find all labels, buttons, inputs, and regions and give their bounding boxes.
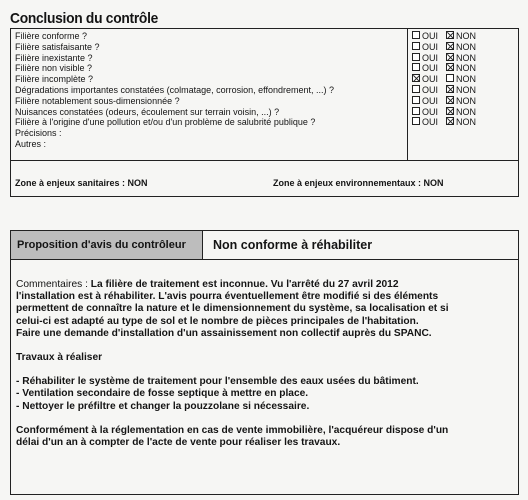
question-incomplete: Filière incomplète ? <box>15 74 94 85</box>
oui-checkbox[interactable] <box>412 42 420 50</box>
question-non-visible: Filière non visible ? <box>15 63 93 74</box>
oui-checkbox[interactable] <box>412 74 420 82</box>
non-option <box>446 117 480 128</box>
works-title: Travaux à réaliser <box>16 352 103 364</box>
answer-column <box>412 31 480 128</box>
non-label: NON <box>456 52 476 63</box>
question-list <box>15 31 334 150</box>
oui-label: OUI <box>422 31 439 41</box>
sale-line: délai d'un an à compter de l'acte de vente pour réaliser les travaux. <box>16 437 341 449</box>
answer-row <box>412 31 480 42</box>
column-divider <box>407 29 408 160</box>
comment-line: celui-ci est adapté au type de sol et le nombre de pièces principales de l'habitation. <box>16 315 419 327</box>
autres-label: Autres : <box>15 138 47 149</box>
non-checkbox[interactable] <box>446 63 454 71</box>
oui-label: OUI <box>422 41 439 52</box>
question-conforme: Filière conforme ? <box>15 31 88 41</box>
question-degradations: Dégradations importantes constatées (colmatage, corrosion, effondrement, ...) ? <box>15 84 334 95</box>
proposition-body <box>16 279 512 449</box>
oui-label: OUI <box>422 74 439 85</box>
oui-option <box>412 117 446 128</box>
oui-label: OUI <box>422 117 439 128</box>
answer-row <box>412 117 480 128</box>
question-pollution: Filière à l'origine d'une pollution et/ou d'un problème de salubrité publique ? <box>15 117 316 128</box>
oui-checkbox[interactable] <box>412 63 420 71</box>
answer-row <box>412 63 480 74</box>
non-option <box>446 74 480 85</box>
non-checkbox[interactable] <box>446 53 454 61</box>
oui-label: OUI <box>422 84 439 95</box>
non-option <box>446 85 480 96</box>
comment-prefix: Commentaires : <box>16 279 91 290</box>
oui-option <box>412 85 446 96</box>
oui-option <box>412 107 446 118</box>
non-option <box>446 42 480 53</box>
oui-option <box>412 63 446 74</box>
non-option <box>446 31 480 42</box>
oui-label: OUI <box>422 52 439 63</box>
oui-label: OUI <box>422 63 439 74</box>
answer-row <box>412 53 480 64</box>
comment-first-line <box>16 279 512 291</box>
non-option <box>446 96 480 107</box>
works-list <box>16 376 512 413</box>
non-checkbox[interactable] <box>446 117 454 125</box>
answer-row <box>412 96 480 107</box>
answer-row <box>412 42 480 53</box>
non-label: NON <box>456 63 476 74</box>
oui-checkbox[interactable] <box>412 96 420 104</box>
oui-option <box>412 42 446 53</box>
zone-environnementale: Zone à enjeux environnementaux : NON <box>273 178 444 188</box>
precisions-label: Précisions : <box>15 128 62 139</box>
comment-line: permettent de connaître la nature et le dimensionnement du système, sa localisation et si <box>16 303 449 315</box>
proposition-panel <box>10 230 519 495</box>
oui-checkbox[interactable] <box>412 117 420 125</box>
non-label: NON <box>456 41 476 52</box>
oui-option <box>412 53 446 64</box>
answer-row <box>412 107 480 118</box>
oui-option <box>412 74 446 85</box>
comment-line: Faire une demande d'installation d'un assainissement non collectif auprès du SPANC. <box>16 327 432 339</box>
non-label: NON <box>456 117 476 128</box>
sale-paragraph <box>16 425 512 449</box>
non-checkbox[interactable] <box>446 85 454 93</box>
zones-row <box>10 161 519 197</box>
proposition-header <box>11 231 518 260</box>
non-label: NON <box>456 95 476 106</box>
question-inexistante: Filière inexistante ? <box>15 52 93 63</box>
zone-sanitaire: Zone à enjeux sanitaires : NON <box>15 178 148 188</box>
non-label: NON <box>456 106 476 117</box>
proposition-label: Proposition d'avis du contrôleur <box>11 231 203 259</box>
non-option <box>446 53 480 64</box>
non-label: NON <box>456 84 476 95</box>
non-option <box>446 63 480 74</box>
question-nuisances: Nuisances constatées (odeurs, écoulement sur terrain voisin, ...) ? <box>15 106 280 117</box>
proposition-value: Non conforme à réhabiliter <box>213 238 373 252</box>
non-checkbox[interactable] <box>446 107 454 115</box>
section-title: Conclusion du contrôle <box>10 10 159 27</box>
work-item: - Réhabiliter le système de traitement pour l'ensemble des eaux usées du bâtiment. <box>16 376 419 388</box>
non-checkbox[interactable] <box>446 31 454 39</box>
non-checkbox[interactable] <box>446 96 454 104</box>
oui-label: OUI <box>422 95 439 106</box>
oui-option <box>412 96 446 107</box>
work-item: - Ventilation secondaire de fosse septique à mettre en place. <box>16 388 309 400</box>
non-label: NON <box>456 74 476 85</box>
oui-option <box>412 31 446 42</box>
oui-checkbox[interactable] <box>412 31 420 39</box>
oui-label: OUI <box>422 106 439 117</box>
oui-checkbox[interactable] <box>412 85 420 93</box>
sale-line: Conformément à la réglementation en cas de vente immobilière, l'acquéreur dispose d'un <box>16 424 449 436</box>
comment-line: l'installation est à réhabiliter. L'avis pourra éventuellement être modifié si des éléments <box>16 291 439 303</box>
comment-paragraph <box>16 279 512 340</box>
non-option <box>446 107 480 118</box>
answer-row <box>412 85 480 96</box>
non-label: NON <box>456 31 476 41</box>
work-item: - Nettoyer le préfiltre et changer la pouzzolane si nécessaire. <box>16 400 310 412</box>
question-satisfaisante: Filière satisfaisante ? <box>15 41 100 52</box>
checklist-table <box>10 28 519 161</box>
non-checkbox[interactable] <box>446 74 454 82</box>
comment-first: La filière de traitement est inconnue. Vu l'arrêté du 27 avril 2012 <box>90 279 399 290</box>
oui-checkbox[interactable] <box>412 107 420 115</box>
non-checkbox[interactable] <box>446 42 454 50</box>
oui-checkbox[interactable] <box>412 53 420 61</box>
answer-row <box>412 74 480 85</box>
question-sous-dimensionnee: Filière notablement sous-dimensionnée ? <box>15 95 180 106</box>
